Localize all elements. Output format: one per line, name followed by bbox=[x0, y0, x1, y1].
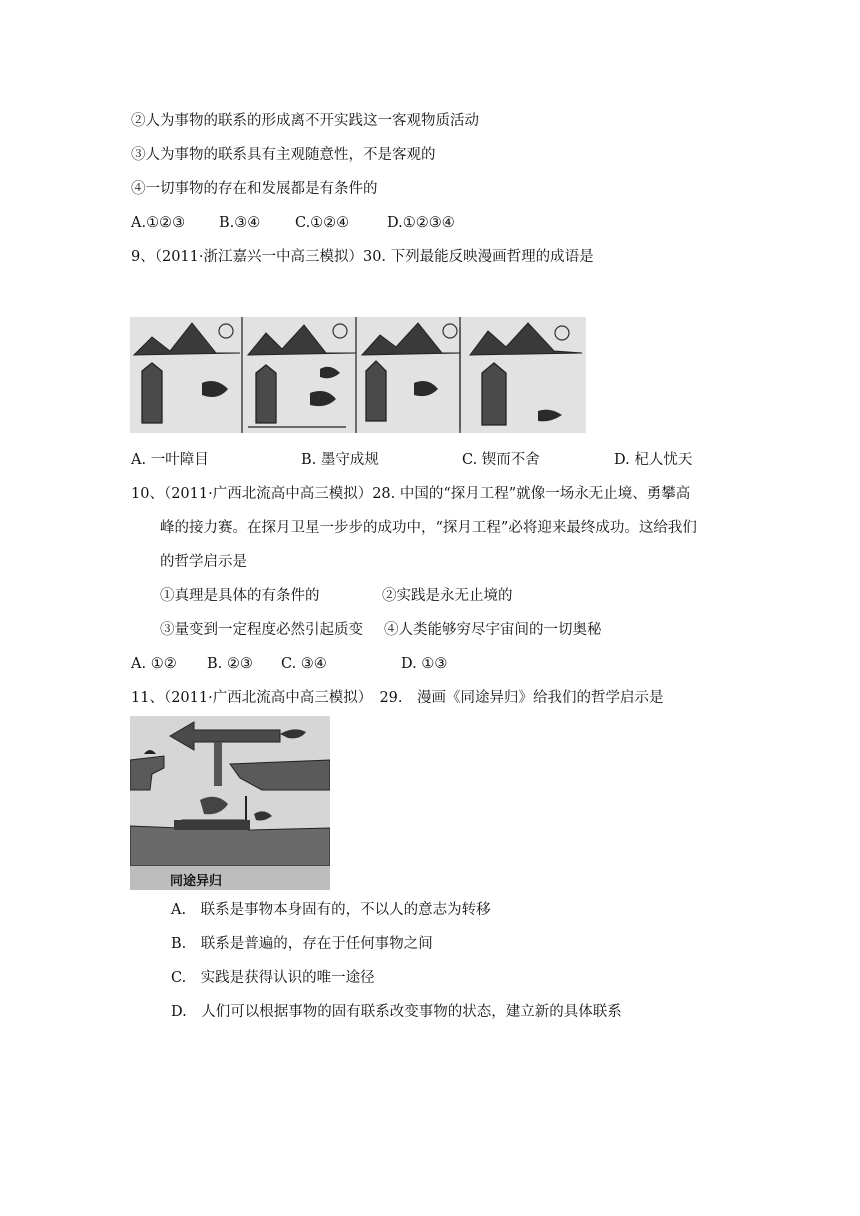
q10-options bbox=[131, 654, 447, 674]
q10-statement-1: ①真理是具体的有条件的 bbox=[160, 588, 320, 604]
q9-option-a: A. 一叶障目 bbox=[131, 452, 209, 468]
q9-stem: 9、（2011·浙江嘉兴一中高三模拟）30. 下列最能反映漫画哲理的成语是 bbox=[131, 249, 594, 265]
q10-option-a: A. ①② bbox=[131, 656, 177, 672]
q9-comic-image bbox=[130, 317, 586, 433]
q11-option-d: D. 人们可以根据事物的固有联系改变事物的状态，建立新的具体联系 bbox=[171, 1004, 622, 1020]
q8-option-a: A.①②③ bbox=[131, 215, 186, 231]
comic-strip-drawing bbox=[130, 317, 586, 433]
q8-option-c: C.①②④ bbox=[295, 215, 350, 231]
q8-options bbox=[131, 213, 455, 233]
q10-option-d: D. ①③ bbox=[401, 656, 448, 672]
q10-option-b: B. ②③ bbox=[207, 656, 253, 672]
q8-statement-2: ②人为事物的联系的形成离不开实践这一客观物质活动 bbox=[131, 113, 479, 129]
q11-option-a: A. 联系是事物本身固有的，不以人的意志为转移 bbox=[171, 902, 491, 918]
q10-stem-line-1: 10、（2011·广西北流高中高三模拟）28. 中国的“探月工程”就像一场永无止境、勇攀高 bbox=[131, 486, 691, 502]
q10-option-c: C. ③④ bbox=[281, 656, 327, 672]
q8-option-b: B.③④ bbox=[219, 215, 261, 231]
q8-statement-4: ④一切事物的存在和发展都是有条件的 bbox=[131, 181, 378, 197]
q10-statement-4: ④人类能够穷尽宇宙间的一切奥秘 bbox=[384, 622, 602, 638]
q11-comic-caption: 同途异归 bbox=[170, 874, 223, 889]
q11-stem: 11、（2011·广西北流高中高三模拟） 29. 漫画《同途异归》给我们的哲学启示是 bbox=[131, 690, 664, 706]
q10-stem-line-3: 的哲学启示是 bbox=[160, 554, 247, 570]
q9-options bbox=[131, 450, 692, 470]
q8-option-d: D.①②③④ bbox=[387, 215, 455, 231]
comic-drawing bbox=[130, 716, 330, 890]
q10-statement-2: ②实践是永无止境的 bbox=[382, 588, 513, 604]
q9-option-c: C. 锲而不舍 bbox=[462, 452, 540, 468]
q10-stem-line-2: 峰的接力赛。在探月卫星一步步的成功中，“探月工程”必将迎来最终成功。这给我们 bbox=[160, 520, 697, 536]
q11-option-b: B. 联系是普遍的，存在于任何事物之间 bbox=[171, 936, 433, 952]
q8-statement-3: ③人为事物的联系具有主观随意性，不是客观的 bbox=[131, 147, 436, 163]
q11-option-c: C. 实践是获得认识的唯一途径 bbox=[171, 970, 375, 986]
q9-option-b: B. 墨守成规 bbox=[301, 452, 379, 468]
q11-comic-image bbox=[130, 716, 330, 890]
q10-statement-3: ③量变到一定程度必然引起质变 bbox=[160, 622, 363, 638]
q9-option-d: D. 杞人忧天 bbox=[614, 452, 693, 468]
